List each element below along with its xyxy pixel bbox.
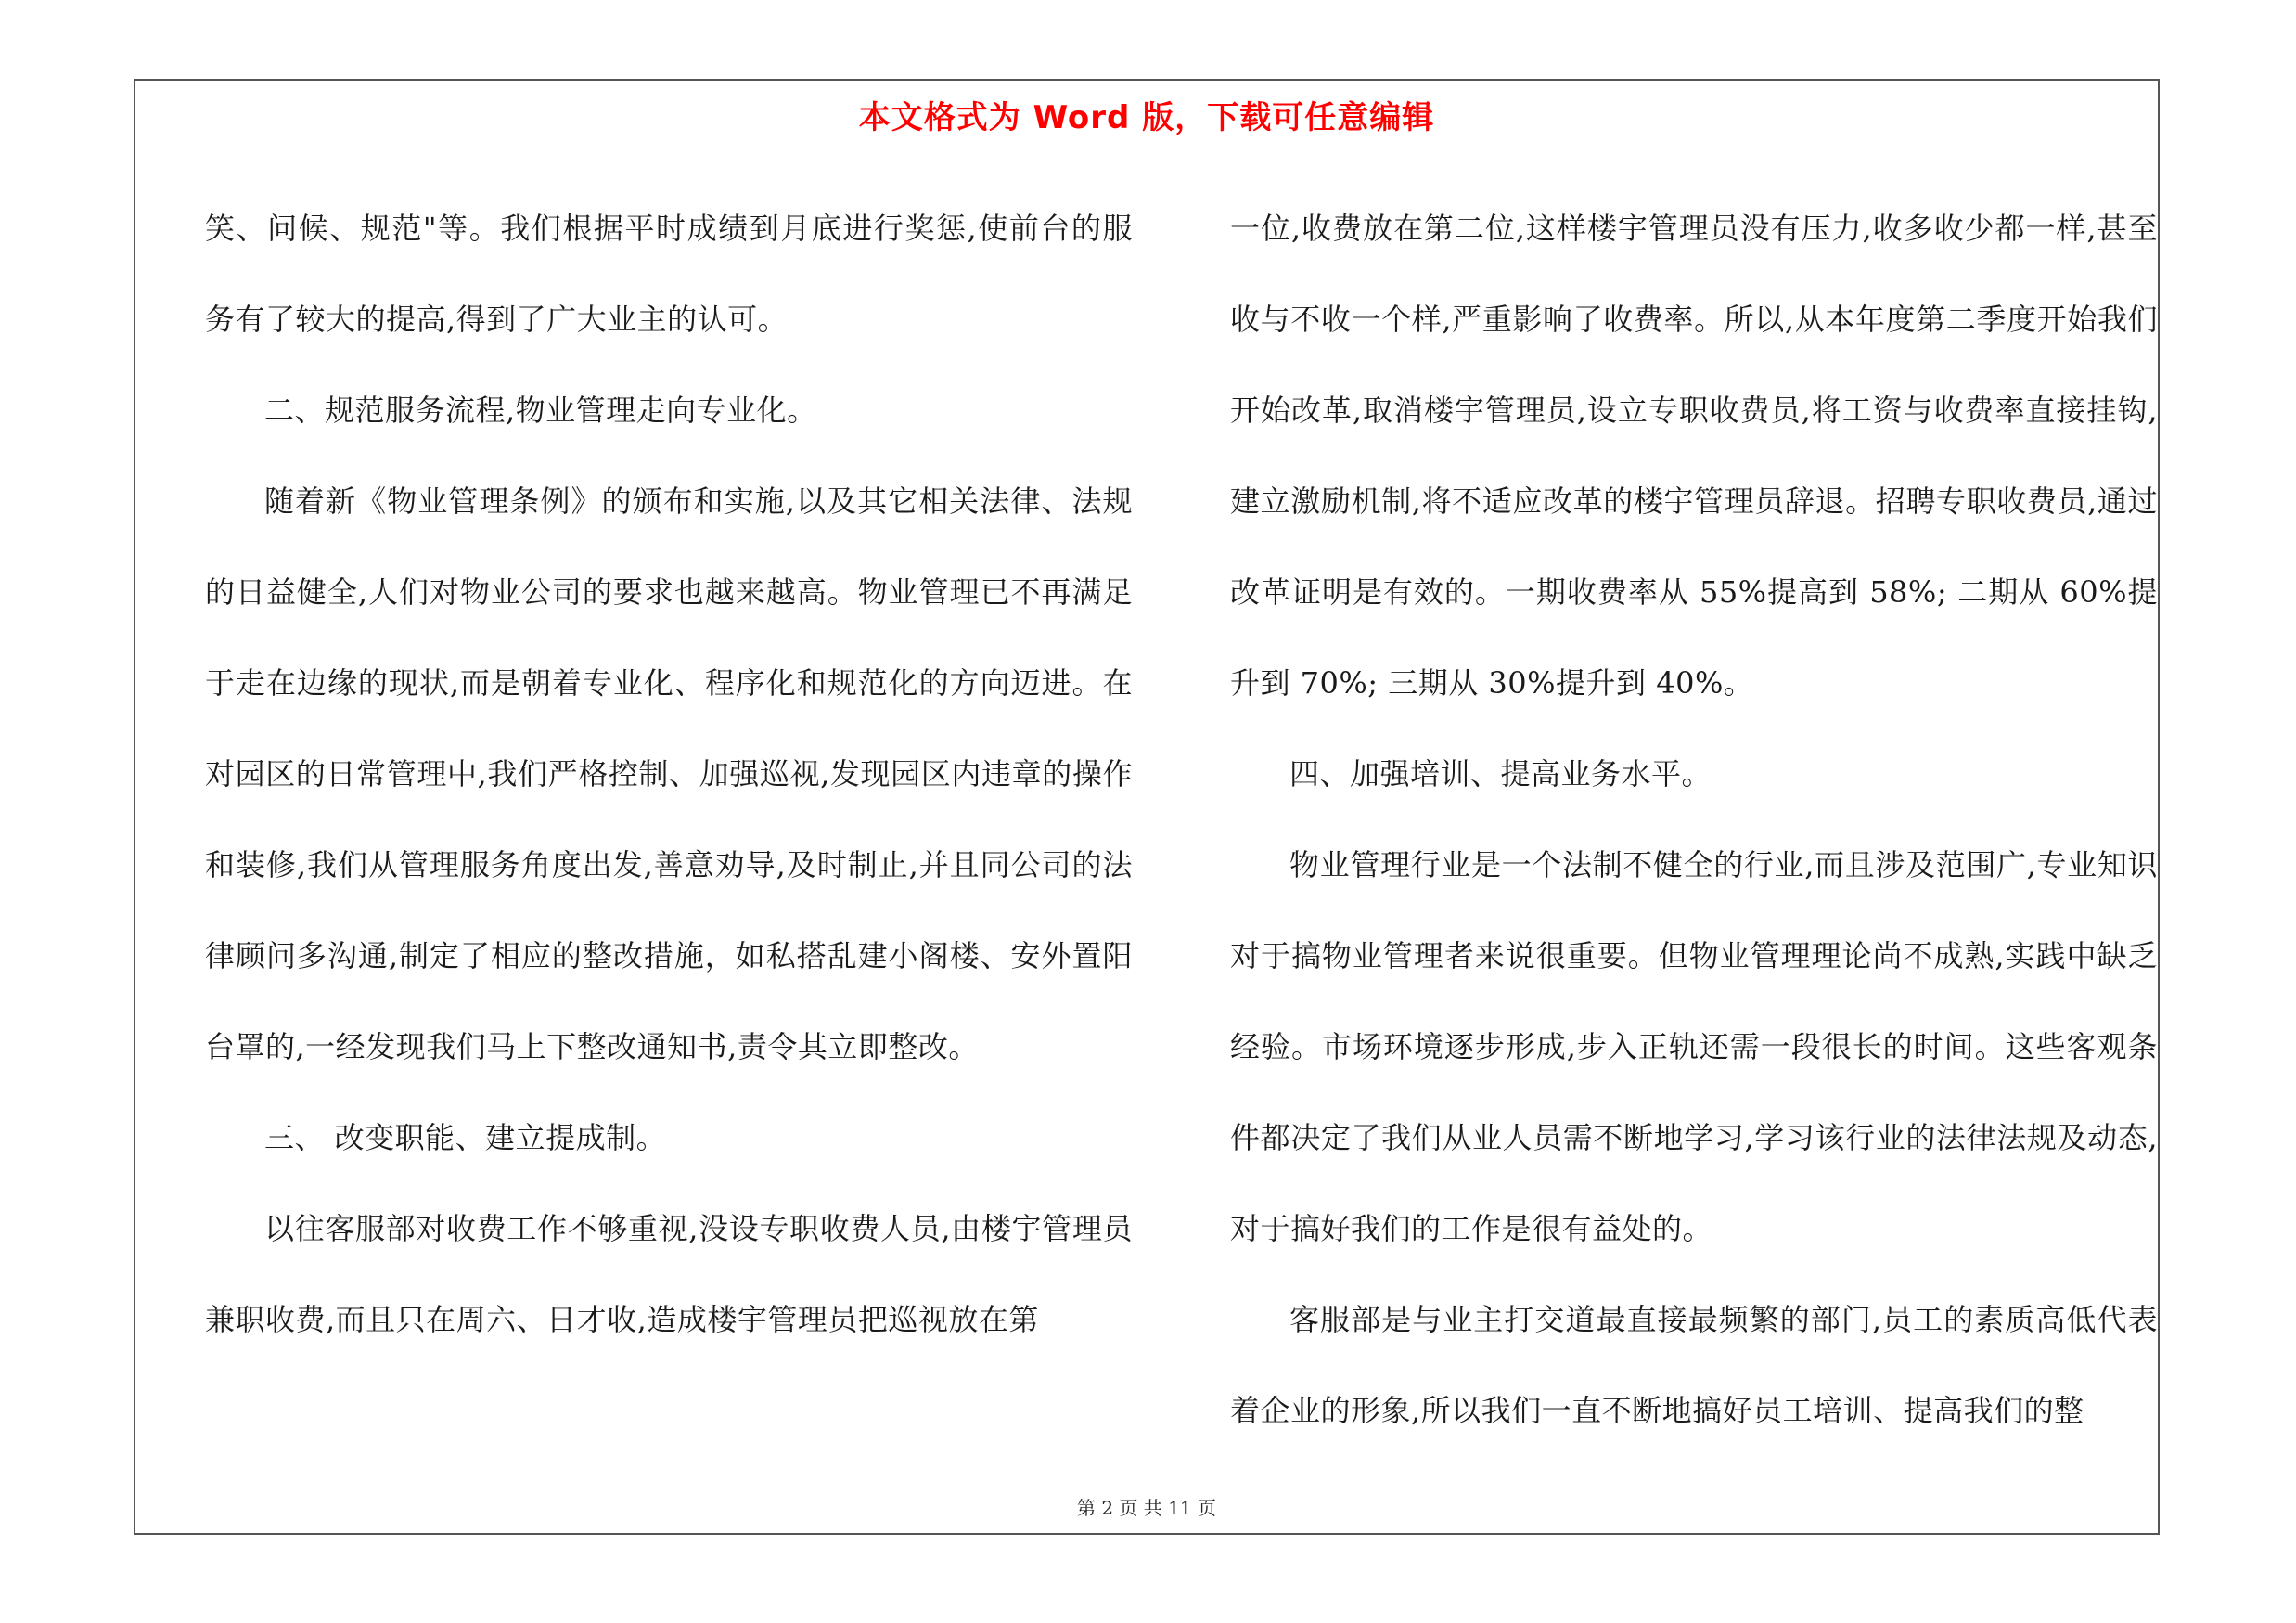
paragraph: 随着新《物业管理条例》的颁布和实施,以及其它相关法律、法规的日益健全,人们对物业公司的要求也越来越高。物业管理已不再满足于走在边缘的现状,而是朝着专业化、程序化和规范化的方向迈进。在对园区的日常管理中,我们严格控制、加强巡视,发现园区内违章的操作和装修,我们从管理服务角度出发,善意劝导,及时制止,并且同公司的法律顾问多沟通,制定了相应的整改措施，如私搭乱建小阁楼、安外置阳台罩的,一经发现我们马上下整改通知书,责令其立即整改。	[205, 483, 1133, 1064]
paragraph: 笑、问候、规范"等。我们根据平时成绩到月底进行奖惩,使前台的服务有了较大的提高,得到了广大业主的认可。	[205, 211, 1133, 337]
section-heading: 二、规范服务流程,物业管理走向专业化。	[264, 393, 817, 428]
left-column	[205, 183, 1133, 1365]
right-column	[1230, 183, 2158, 1456]
section-heading: 三、 改变职能、建立提成制。	[264, 1120, 667, 1155]
section-heading: 四、加强培训、提高业务水平。	[1289, 756, 1712, 792]
page-number: 第 2 页 共 11 页	[1077, 1497, 1216, 1519]
paragraph: 以往客服部对收费工作不够重视,没设专职收费人员,由楼宇管理员兼职收费,而且只在周六、日才收,造成楼宇管理员把巡视放在第	[205, 1211, 1133, 1337]
format-banner: 本文格式为 Word 版，下载可任意编辑	[858, 99, 1435, 136]
paragraph: 客服部是与业主打交道最直接最频繁的部门,员工的素质高低代表着企业的形象,所以我们一直不断地搞好员工培训、提高我们的整	[1230, 1302, 2158, 1428]
paragraph: 物业管理行业是一个法制不健全的行业,而且涉及范围广,专业知识对于搞物业管理者来说很重要。但物业管理理论尚不成熟,实践中缺乏经验。市场环境逐步形成,步入正轨还需一段很长的时间。这些客观条件都决定了我们从业人员需不断地学习,学习该行业的法律法规及动态,对于搞好我们的工作是很有益处的。	[1230, 847, 2158, 1246]
page-frame	[134, 79, 2160, 1535]
paragraph: 一位,收费放在第二位,这样楼宇管理员没有压力,收多收少都一样,甚至收与不收一个样,严重影响了收费率。所以,从本年度第二季度开始我们开始改革,取消楼宇管理员,设立专职收费员,将工资与收费率直接挂钩,建立激励机制,将不适应改革的楼宇管理员辞退。招聘专职收费员,通过改革证明是有效的。一期收费率从 55%提高到 58%; 二期从 60%提升到 70%; 三期从 30%提升到 40%。	[1230, 211, 2158, 701]
